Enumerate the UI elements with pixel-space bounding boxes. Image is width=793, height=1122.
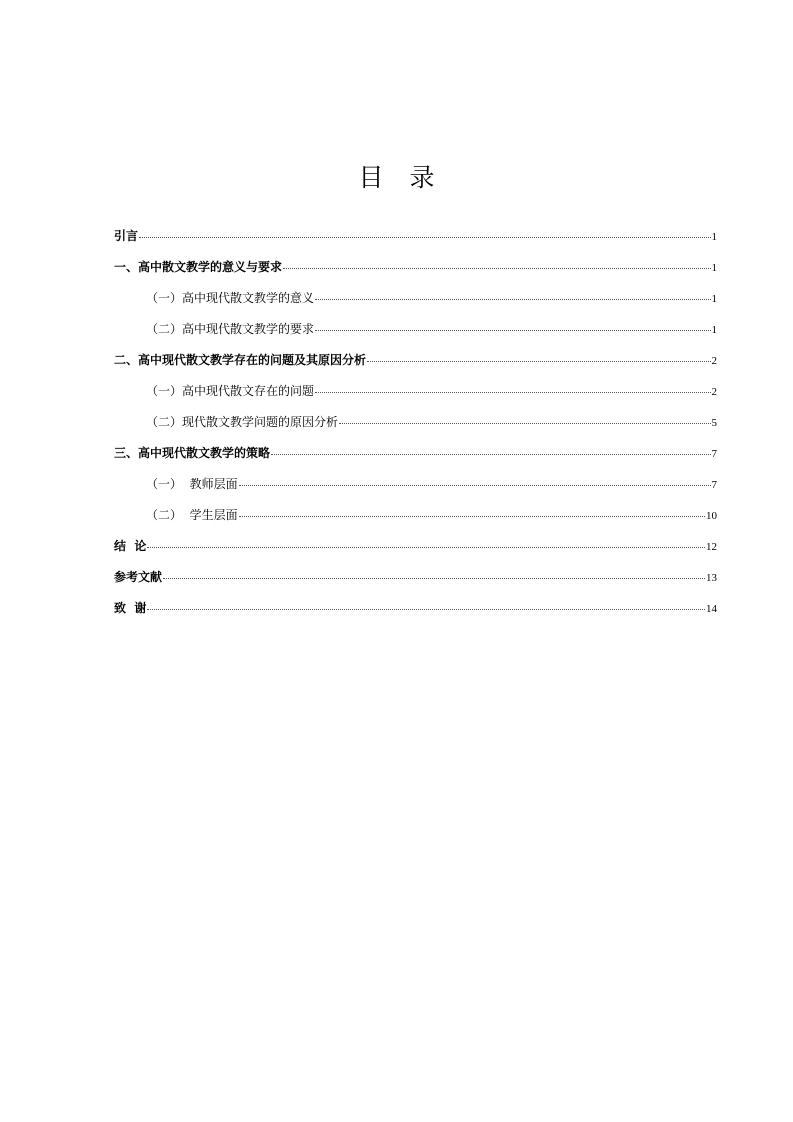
toc-entry-label: 参考文献 [114,570,163,584]
toc-entry-label: （二）高中现代散文教学的要求 [146,322,315,336]
toc-entry-label: （一）高中现代散文存在的问题 [146,384,315,398]
toc-page-number: 2 [711,355,717,367]
toc-entry-label: （二）现代散文教学问题的原因分析 [146,415,339,429]
toc-page-number: 10 [706,510,717,522]
toc-entry-label: 结 论 [114,539,147,553]
toc-dot-leader [339,422,710,424]
toc-page-number: 5 [711,417,717,429]
toc-entry-label: 一、高中散文教学的意义与要求 [114,260,283,274]
toc-entry[interactable] [114,474,717,505]
toc-dot-leader [315,329,710,331]
toc-entry-label: 引言 [114,229,139,243]
toc-dot-leader [163,577,705,579]
toc-entry[interactable] [114,226,717,257]
table-of-contents [114,226,717,629]
toc-page-number: 2 [711,386,717,398]
toc-page-number: 1 [711,231,717,243]
toc-dot-leader [147,546,705,548]
toc-entry-label: （一） 教师层面 [146,477,238,491]
toc-entry[interactable] [114,443,717,474]
toc-page-number: 7 [711,448,717,460]
toc-dot-leader [283,267,710,269]
toc-page-number: 13 [706,572,717,584]
toc-page-number: 1 [711,262,717,274]
toc-dot-leader [367,360,710,362]
toc-dot-leader [315,298,710,300]
toc-page-number: 1 [711,324,717,336]
toc-entry-label: 致 谢 [114,601,147,615]
toc-entry-label: 三、高中现代散文教学的策略 [114,446,271,460]
toc-entry[interactable] [114,350,717,381]
toc-entry-label: （二） 学生层面 [146,508,238,522]
toc-page-number: 14 [706,603,717,615]
toc-dot-leader [139,236,710,238]
toc-entry[interactable] [114,536,717,567]
toc-entry[interactable] [114,288,717,319]
toc-page-number: 12 [706,541,717,553]
toc-entry[interactable] [114,381,717,412]
toc-dot-leader [147,608,705,610]
toc-entry[interactable] [114,505,717,536]
toc-page-number: 7 [711,479,717,491]
toc-entry[interactable] [114,598,717,629]
toc-entry[interactable] [114,319,717,350]
toc-dot-leader [239,515,705,517]
toc-dot-leader [271,453,710,455]
toc-entry[interactable] [114,257,717,288]
toc-entry[interactable] [114,567,717,598]
toc-entry-label: （一）高中现代散文教学的意义 [146,291,315,305]
toc-dot-leader [239,484,711,486]
toc-page-number: 1 [711,293,717,305]
toc-entry[interactable] [114,412,717,443]
page-title: 目录 [358,163,461,192]
toc-entry-label: 二、高中现代散文教学存在的问题及其原因分析 [114,353,367,367]
toc-dot-leader [315,391,710,393]
